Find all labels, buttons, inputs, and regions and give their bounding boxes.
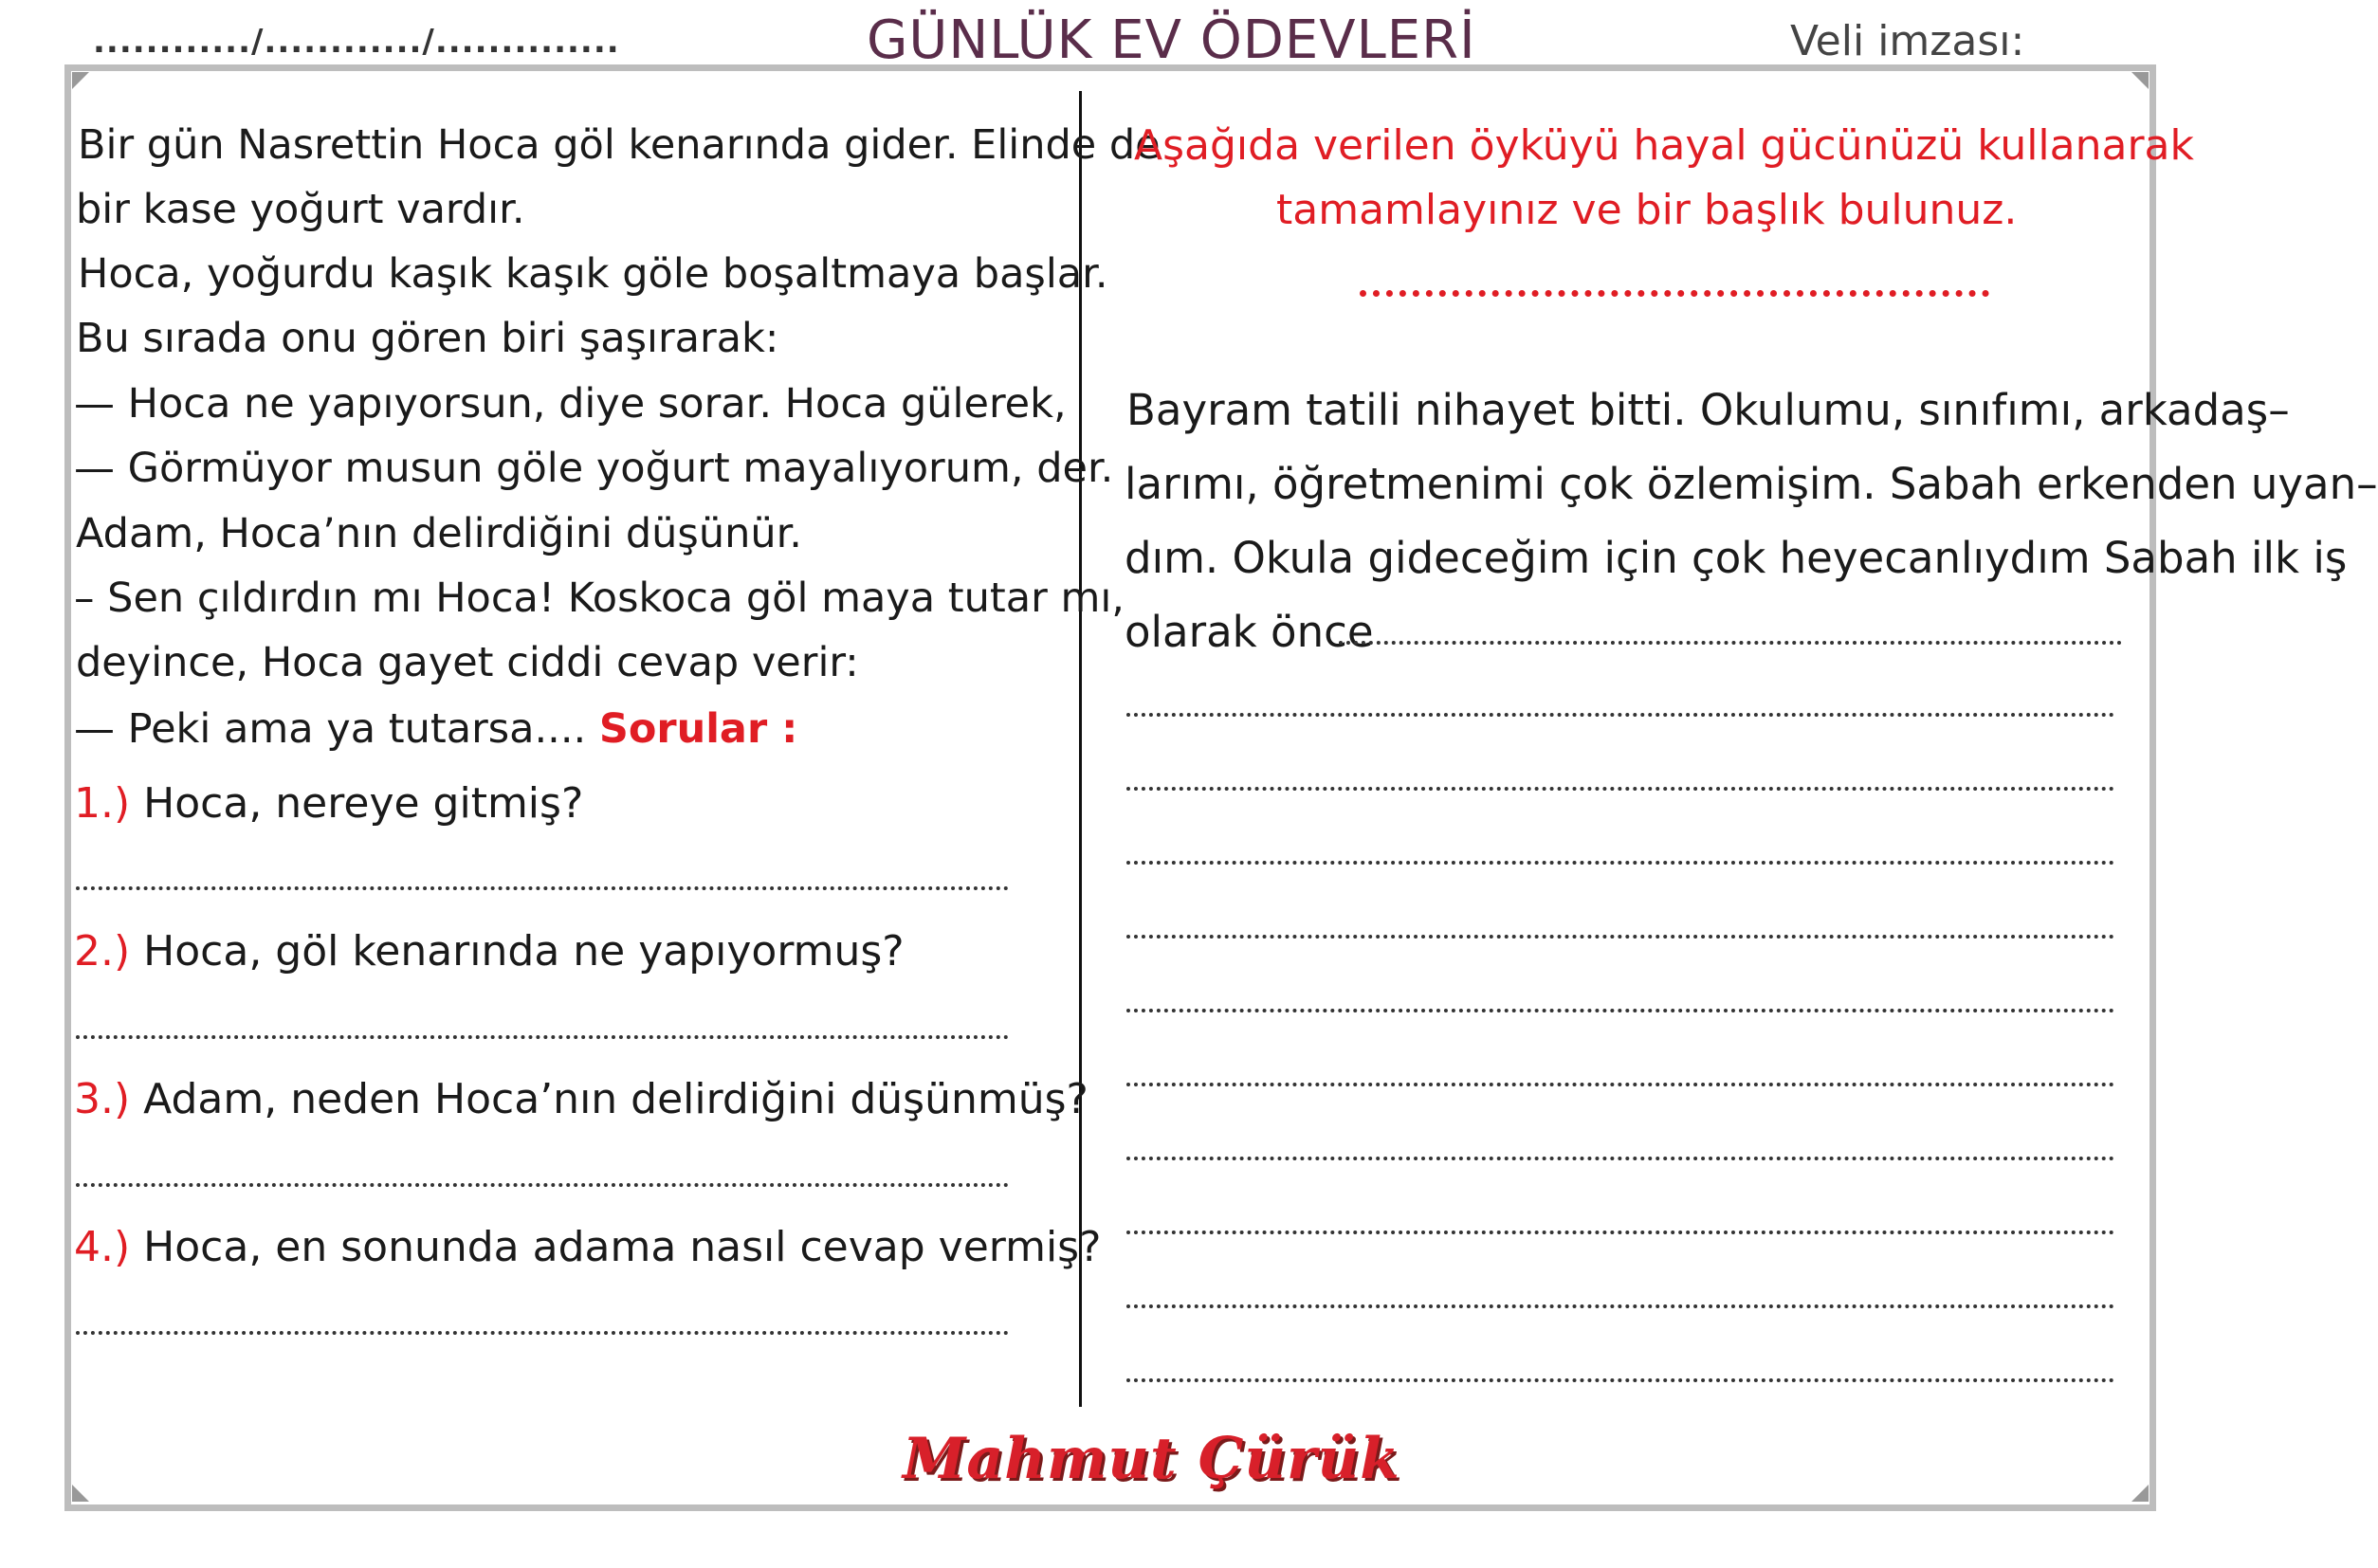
completion-line: Bayram tatili nihayet bitti. Okulumu, sınıfımı, arkadaş– [1126, 385, 2290, 435]
question-4 [74, 1223, 1102, 1271]
story-line: bir kase yoğurt vardır. [76, 186, 525, 233]
instruction-line-2: tamamlayınız ve bir başlık bulunuz. [1276, 186, 2018, 234]
story-last-line: — Peki ama ya tutarsa.... [74, 705, 587, 753]
question-number: 3.) [74, 1075, 131, 1123]
parent-signature-label: Veli imzası: [1790, 17, 2025, 65]
frame-corner-icon [2131, 72, 2149, 89]
question-number: 1.) [74, 779, 131, 828]
writing-line[interactable] [1339, 641, 2122, 645]
writing-line[interactable] [1126, 787, 2114, 791]
page-title: GÜNLÜK EV ÖDEVLERİ [867, 9, 1476, 71]
author-signature: Mahmut Çürük [903, 1426, 1400, 1492]
question-1 [74, 779, 584, 828]
story-line: Bir gün Nasrettin Hoca göl kenarında gider. Elinde de [78, 121, 1161, 169]
writing-line[interactable] [1126, 935, 2114, 939]
writing-line[interactable] [1126, 1009, 2114, 1012]
story-line: Bu sırada onu gören biri şaşırarak: [76, 315, 779, 362]
question-text: Adam, neden Hoca’nın delirdiğini düşünmüş? [143, 1075, 1088, 1123]
instruction-line-1: Aşağıda verilen öyküyü hayal gücünüzü kullanarak [1134, 121, 2195, 170]
questions-heading: Sorular : [598, 705, 798, 753]
writing-line[interactable] [1126, 861, 2114, 865]
story-line: deyince, Hoca gayet ciddi cevap verir: [76, 639, 859, 686]
question-number: 2.) [74, 927, 131, 975]
answer-line-3[interactable] [76, 1183, 1009, 1187]
answer-line-1[interactable] [76, 886, 1009, 890]
writing-line[interactable] [1126, 1304, 2114, 1308]
writing-line[interactable] [1126, 1231, 2114, 1234]
question-2 [74, 927, 905, 975]
completion-prefix: olarak önce [1125, 607, 1374, 657]
question-text: Hoca, nereye gitmiş? [143, 779, 584, 828]
completion-line: larımı, öğretmenimi çok özlemişim. Sabah erkenden uyan– [1125, 459, 2378, 509]
writing-line[interactable] [1126, 713, 2114, 717]
story-line: Adam, Hoca’nın delirdiğini düşünür. [76, 510, 802, 557]
story-line: — Hoca ne yapıyorsun, diye sorar. Hoca gülerek, [74, 380, 1067, 428]
writing-line[interactable] [1126, 1083, 2114, 1086]
story-line [74, 705, 798, 753]
answer-line-2[interactable] [76, 1035, 1009, 1039]
question-number: 4.) [74, 1223, 131, 1271]
question-3 [74, 1075, 1088, 1123]
frame-corner-icon [72, 1485, 89, 1502]
completion-line: dım. Okula gideceğim için çok heyecanlıydım Sabah ilk iş [1125, 533, 2348, 583]
date-field[interactable]: ............/............/.............. [93, 23, 620, 61]
frame-corner-icon [72, 72, 89, 89]
story-line: Hoca, yoğurdu kaşık kaşık göle boşaltmaya başlar. [78, 250, 1108, 298]
writing-line[interactable] [1126, 1157, 2114, 1160]
story-line: — Görmüyor musun göle yoğurt mayalıyorum, der. [74, 445, 1114, 492]
question-text: Hoca, göl kenarında ne yapıyormuş? [143, 927, 905, 975]
frame-corner-icon [2131, 1485, 2149, 1502]
writing-line[interactable] [1126, 1378, 2114, 1382]
story-title-field[interactable] [1360, 290, 1989, 297]
story-line: – Sen çıldırdın mı Hoca! Koskoca göl maya tutar mı, [74, 574, 1125, 622]
question-text: Hoca, en sonunda adama nasıl cevap vermiş? [143, 1223, 1102, 1271]
answer-line-4[interactable] [76, 1331, 1009, 1335]
